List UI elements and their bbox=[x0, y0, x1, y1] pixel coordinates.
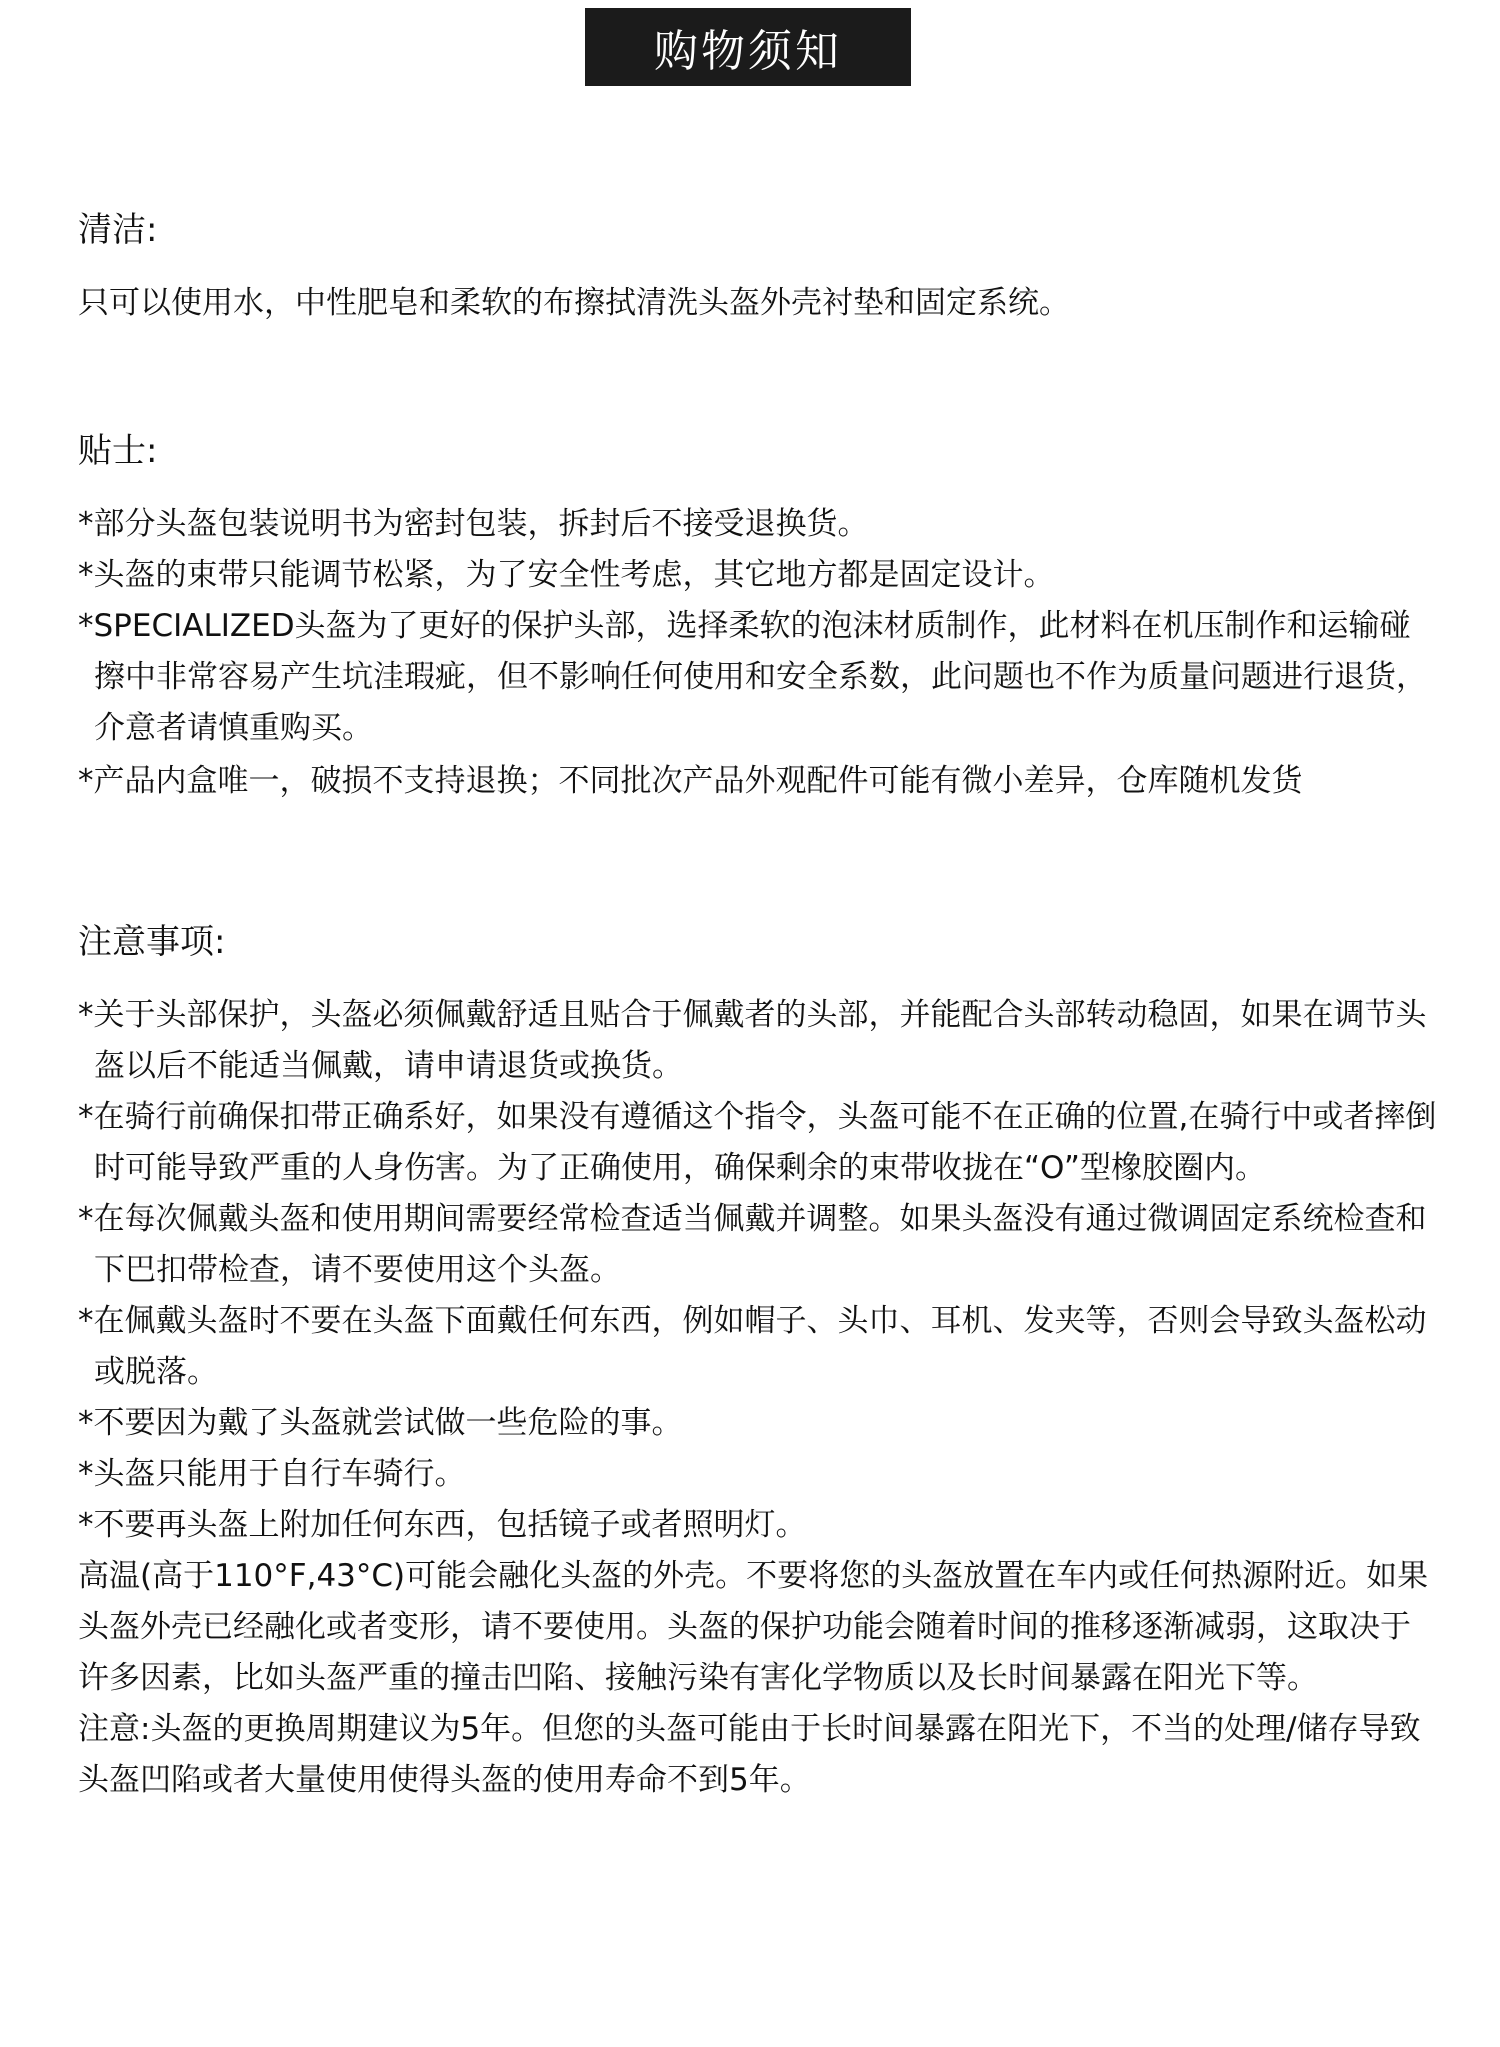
tips-item: *部分头盔包装说明书为密封包装，拆封后不接受退换货。 bbox=[78, 506, 869, 542]
notes-item: *在每次佩戴头盔和使用期间需要经常检查适当佩戴并调整。如果头盔没有通过微调固定系统检查和下巴扣带检查，请不要使用这个头盔。 bbox=[78, 1201, 1427, 1288]
section-spacer bbox=[78, 802, 1438, 912]
temperature-warning: 高温(高于110°F,43°C)可能会融化头盔的外壳。不要将您的头盔放置在车内或任何热源附近。如果头盔外壳已经融化或者变形，请不要使用。头盔的保护功能会随着时间的推移逐渐减弱，这取决于许多因素，比如头盔严重的撞击凹陷、接触污染有害化学物质以及长时间暴露在阳光下等。 bbox=[78, 1558, 1429, 1696]
notes-item: *在骑行前确保扣带正确系好，如果没有遵循这个指令，头盔可能不在正确的位置,在骑行中或者摔倒时可能导致严重的人身伤害。为了正确使用，确保剩余的束带收拢在“O”型橡胶圈内。 bbox=[78, 1099, 1437, 1186]
notes-item: *不要因为戴了头盔就尝试做一些危险的事。 bbox=[78, 1405, 683, 1441]
replacement-note: 注意:头盔的更换周期建议为5年。但您的头盔可能由于长时间暴露在阳光下，不当的处理/储存导致头盔凹陷或者大量使用使得头盔的使用寿命不到5年。 bbox=[78, 1711, 1421, 1798]
tips-section bbox=[78, 421, 1438, 802]
notes-item: *关于头部保护，头盔必须佩戴舒适且贴合于佩戴者的头部，并能配合头部转动稳固，如果在调节头盔以后不能适当佩戴，请申请退货或换货。 bbox=[78, 997, 1427, 1084]
tips-item: *SPECIALIZED头盔为了更好的保护头部，选择柔软的泡沫材质制作，此材料在机压制作和运输碰擦中非常容易产生坑洼瑕疵，但不影响任何使用和安全系数，此问题也不作为质量问题进行退货，介意者请慎重购买。 bbox=[78, 608, 1427, 746]
notice-content bbox=[78, 200, 1438, 1806]
section-spacer bbox=[78, 329, 1438, 421]
notes-section bbox=[78, 912, 1438, 1806]
notes-item: *头盔只能用于自行车骑行。 bbox=[78, 1456, 466, 1492]
tips-item: *产品内盒唯一，破损不支持退换；不同批次产品外观配件可能有微小差异，仓库随机发货 bbox=[78, 763, 1303, 799]
page-title-banner bbox=[585, 8, 911, 86]
cleaning-text: 只可以使用水，中性肥皂和柔软的布擦拭清洗头盔外壳衬垫和固定系统。 bbox=[78, 285, 1070, 321]
tips-item: *头盔的束带只能调节松紧，为了安全性考虑，其它地方都是固定设计。 bbox=[78, 557, 1055, 593]
notes-item: *在佩戴头盔时不要在头盔下面戴任何东西，例如帽子、头巾、耳机、发夹等，否则会导致头盔松动或脱落。 bbox=[78, 1303, 1427, 1390]
tips-heading: 贴士: bbox=[78, 431, 158, 471]
page-title: 购物须知 bbox=[654, 26, 842, 77]
notes-item: *不要再头盔上附加任何东西，包括镜子或者照明灯。 bbox=[78, 1507, 807, 1543]
cleaning-section bbox=[78, 200, 1438, 329]
notes-heading: 注意事项: bbox=[78, 922, 226, 962]
cleaning-heading: 清洁: bbox=[78, 210, 158, 250]
